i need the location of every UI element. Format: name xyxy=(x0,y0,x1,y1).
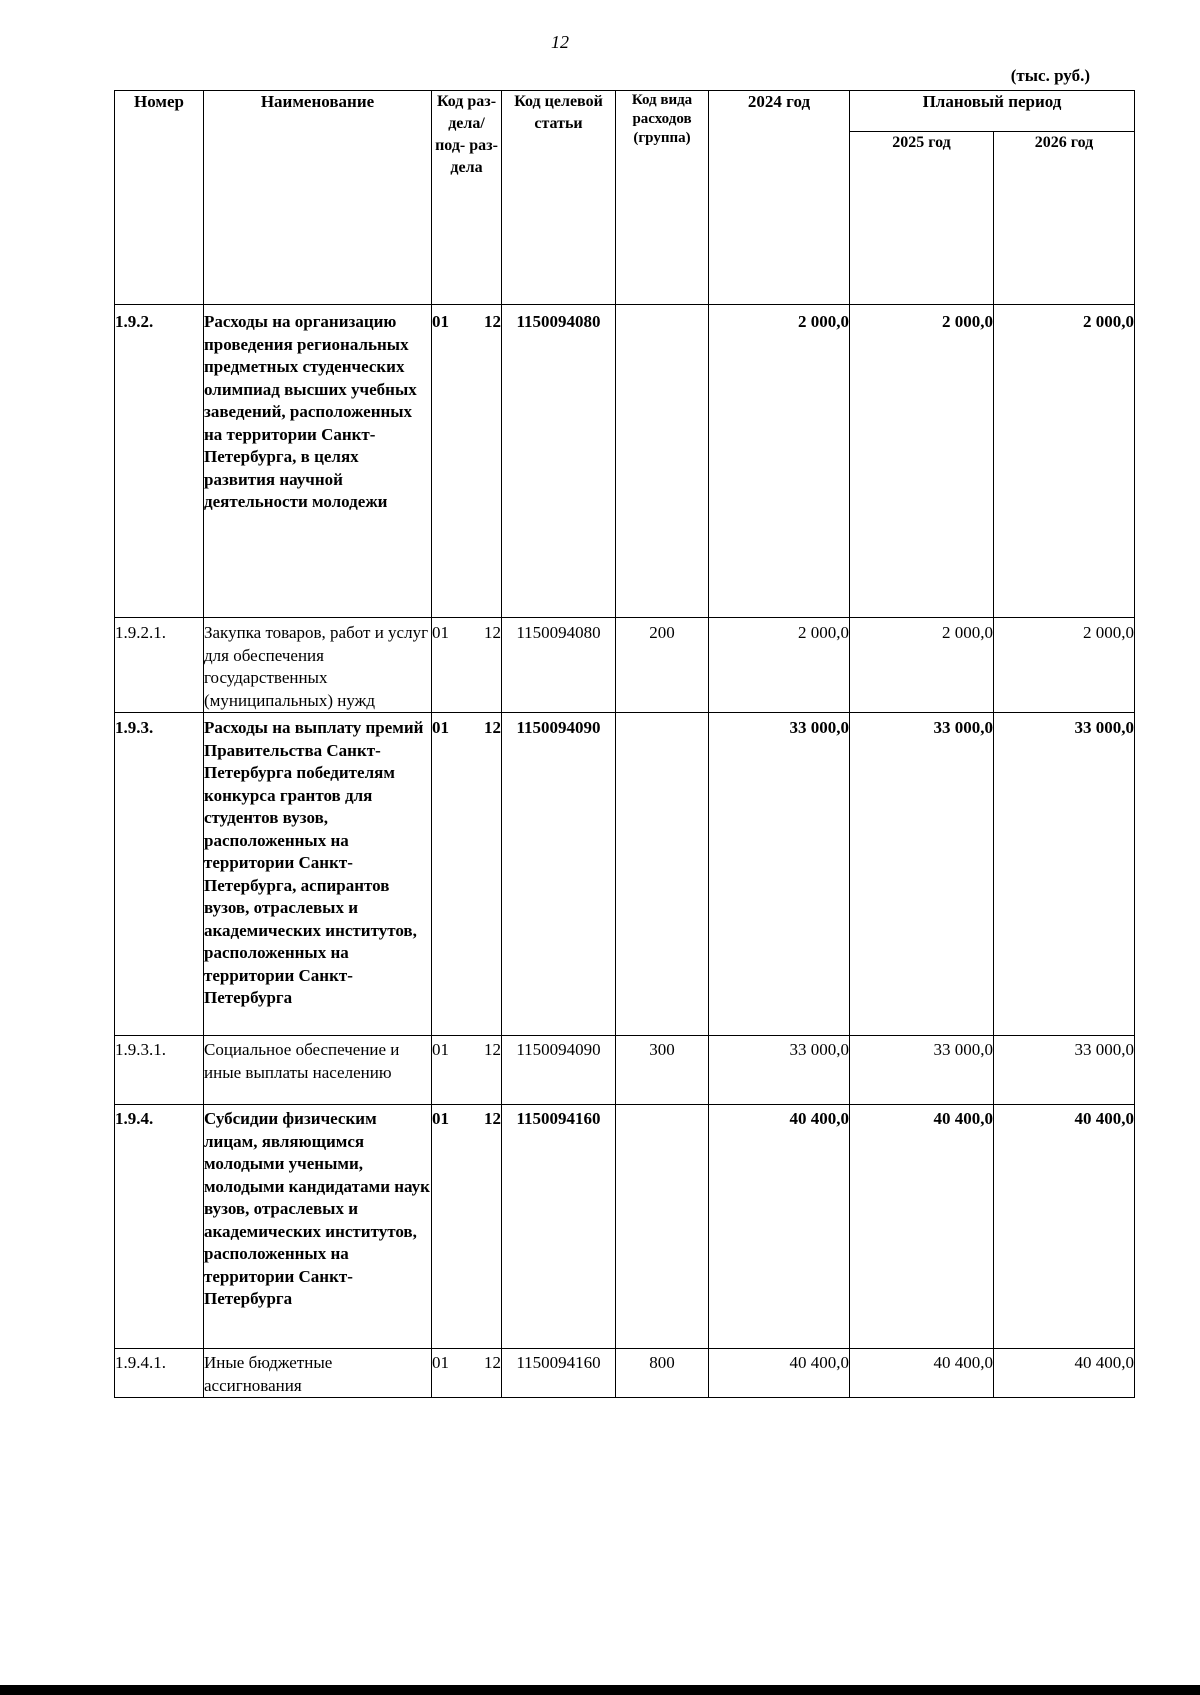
row-target-code: 1150094080 xyxy=(502,618,616,713)
row-podrazdel: 12 xyxy=(484,1040,501,1059)
row-name: Расходы на организацию проведения региональных предметных студенческих олимпиад высших учебных заведений, расположенных на территории Санкт-Петербурга, в целях развития научной деятельности молодежи xyxy=(204,305,432,618)
header-year-2024: 2024 год xyxy=(709,91,850,305)
row-expense-type: 800 xyxy=(616,1349,709,1398)
row-target-code: 1150094090 xyxy=(502,713,616,1036)
header-number: Номер xyxy=(115,91,204,305)
row-podrazdel: 12 xyxy=(484,623,501,642)
header-target-code: Код целевой статьи xyxy=(502,91,616,305)
row-name: Субсидии физическим лицам, являющимся молодыми учеными, молодыми кандидатами наук вузов, отраслевых и академических институтов, расположенных на территории Санкт-Петербурга xyxy=(204,1105,432,1349)
table-row xyxy=(115,1105,1135,1349)
table-row xyxy=(115,618,1135,713)
row-number: 1.9.4. xyxy=(115,1105,204,1349)
row-amount-2026: 40 400,0 xyxy=(994,1349,1135,1398)
row-section-code xyxy=(432,1349,502,1398)
budget-table xyxy=(114,90,1135,1398)
row-amount-2026: 40 400,0 xyxy=(994,1105,1135,1349)
row-expense-type xyxy=(616,305,709,618)
table-row xyxy=(115,1349,1135,1398)
row-razdel: 01 xyxy=(432,718,449,737)
row-razdel: 01 xyxy=(432,1353,449,1372)
row-amount-2024: 2 000,0 xyxy=(709,305,850,618)
row-name: Закупка товаров, работ и услуг для обеспечения государственных (муниципальных) нужд xyxy=(204,618,432,713)
row-target-code: 1150094090 xyxy=(502,1036,616,1105)
header-row xyxy=(115,91,1135,132)
row-section-code xyxy=(432,713,502,1036)
row-amount-2025: 33 000,0 xyxy=(850,713,994,1036)
table-row xyxy=(115,1036,1135,1105)
header-year-2026: 2026 год xyxy=(994,132,1135,305)
row-amount-2025: 2 000,0 xyxy=(850,618,994,713)
table-row xyxy=(115,305,1135,618)
row-target-code: 1150094160 xyxy=(502,1349,616,1398)
row-amount-2026: 33 000,0 xyxy=(994,1036,1135,1105)
row-razdel: 01 xyxy=(432,312,449,331)
row-amount-2026: 2 000,0 xyxy=(994,305,1135,618)
row-podrazdel: 12 xyxy=(484,1353,501,1372)
row-podrazdel: 12 xyxy=(484,718,501,737)
row-podrazdel: 12 xyxy=(484,312,501,331)
row-number: 1.9.3.1. xyxy=(115,1036,204,1105)
row-expense-type xyxy=(616,713,709,1036)
row-expense-type: 200 xyxy=(616,618,709,713)
header-year-2025: 2025 год xyxy=(850,132,994,305)
header-name: Наименование xyxy=(204,91,432,305)
page-number: 12 xyxy=(551,32,569,52)
row-razdel: 01 xyxy=(432,1109,449,1128)
row-number: 1.9.2. xyxy=(115,305,204,618)
table-row xyxy=(115,713,1135,1036)
row-amount-2025: 33 000,0 xyxy=(850,1036,994,1105)
row-amount-2025: 2 000,0 xyxy=(850,305,994,618)
row-number: 1.9.2.1. xyxy=(115,618,204,713)
row-amount-2025: 40 400,0 xyxy=(850,1105,994,1349)
row-amount-2026: 2 000,0 xyxy=(994,618,1135,713)
scan-bottom-border xyxy=(0,1685,1200,1695)
row-name: Расходы на выплату премий Правительства Санкт-Петербурга победителям конкурса грантов для студентов вузов, расположенных на территории Санкт-Петербурга, аспирантов вузов, отраслевых и академических институтов, расположенных на территории Санкт-Петербурга xyxy=(204,713,432,1036)
row-target-code: 1150094160 xyxy=(502,1105,616,1349)
units-label: (тыс. руб.) xyxy=(1010,66,1090,85)
row-amount-2024: 40 400,0 xyxy=(709,1105,850,1349)
header-planned-period: Плановый период xyxy=(850,91,1135,132)
row-section-code xyxy=(432,1036,502,1105)
row-section-code xyxy=(432,618,502,713)
row-amount-2024: 40 400,0 xyxy=(709,1349,850,1398)
row-amount-2024: 33 000,0 xyxy=(709,1036,850,1105)
row-section-code xyxy=(432,305,502,618)
row-amount-2024: 2 000,0 xyxy=(709,618,850,713)
row-amount-2024: 33 000,0 xyxy=(709,713,850,1036)
row-name: Иные бюджетные ассигнования xyxy=(204,1349,432,1398)
row-name: Социальное обеспечение и иные выплаты населению xyxy=(204,1036,432,1105)
row-podrazdel: 12 xyxy=(484,1109,501,1128)
row-expense-type xyxy=(616,1105,709,1349)
row-section-code xyxy=(432,1105,502,1349)
header-section-code: Код раз- дела/ под- раз- дела xyxy=(432,91,502,305)
row-razdel: 01 xyxy=(432,1040,449,1059)
row-amount-2026: 33 000,0 xyxy=(994,713,1135,1036)
row-expense-type: 300 xyxy=(616,1036,709,1105)
row-number: 1.9.3. xyxy=(115,713,204,1036)
header-expense-type: Код вида расходов (группа) xyxy=(616,91,709,305)
row-amount-2025: 40 400,0 xyxy=(850,1349,994,1398)
row-target-code: 1150094080 xyxy=(502,305,616,618)
row-number: 1.9.4.1. xyxy=(115,1349,204,1398)
row-razdel: 01 xyxy=(432,623,449,642)
